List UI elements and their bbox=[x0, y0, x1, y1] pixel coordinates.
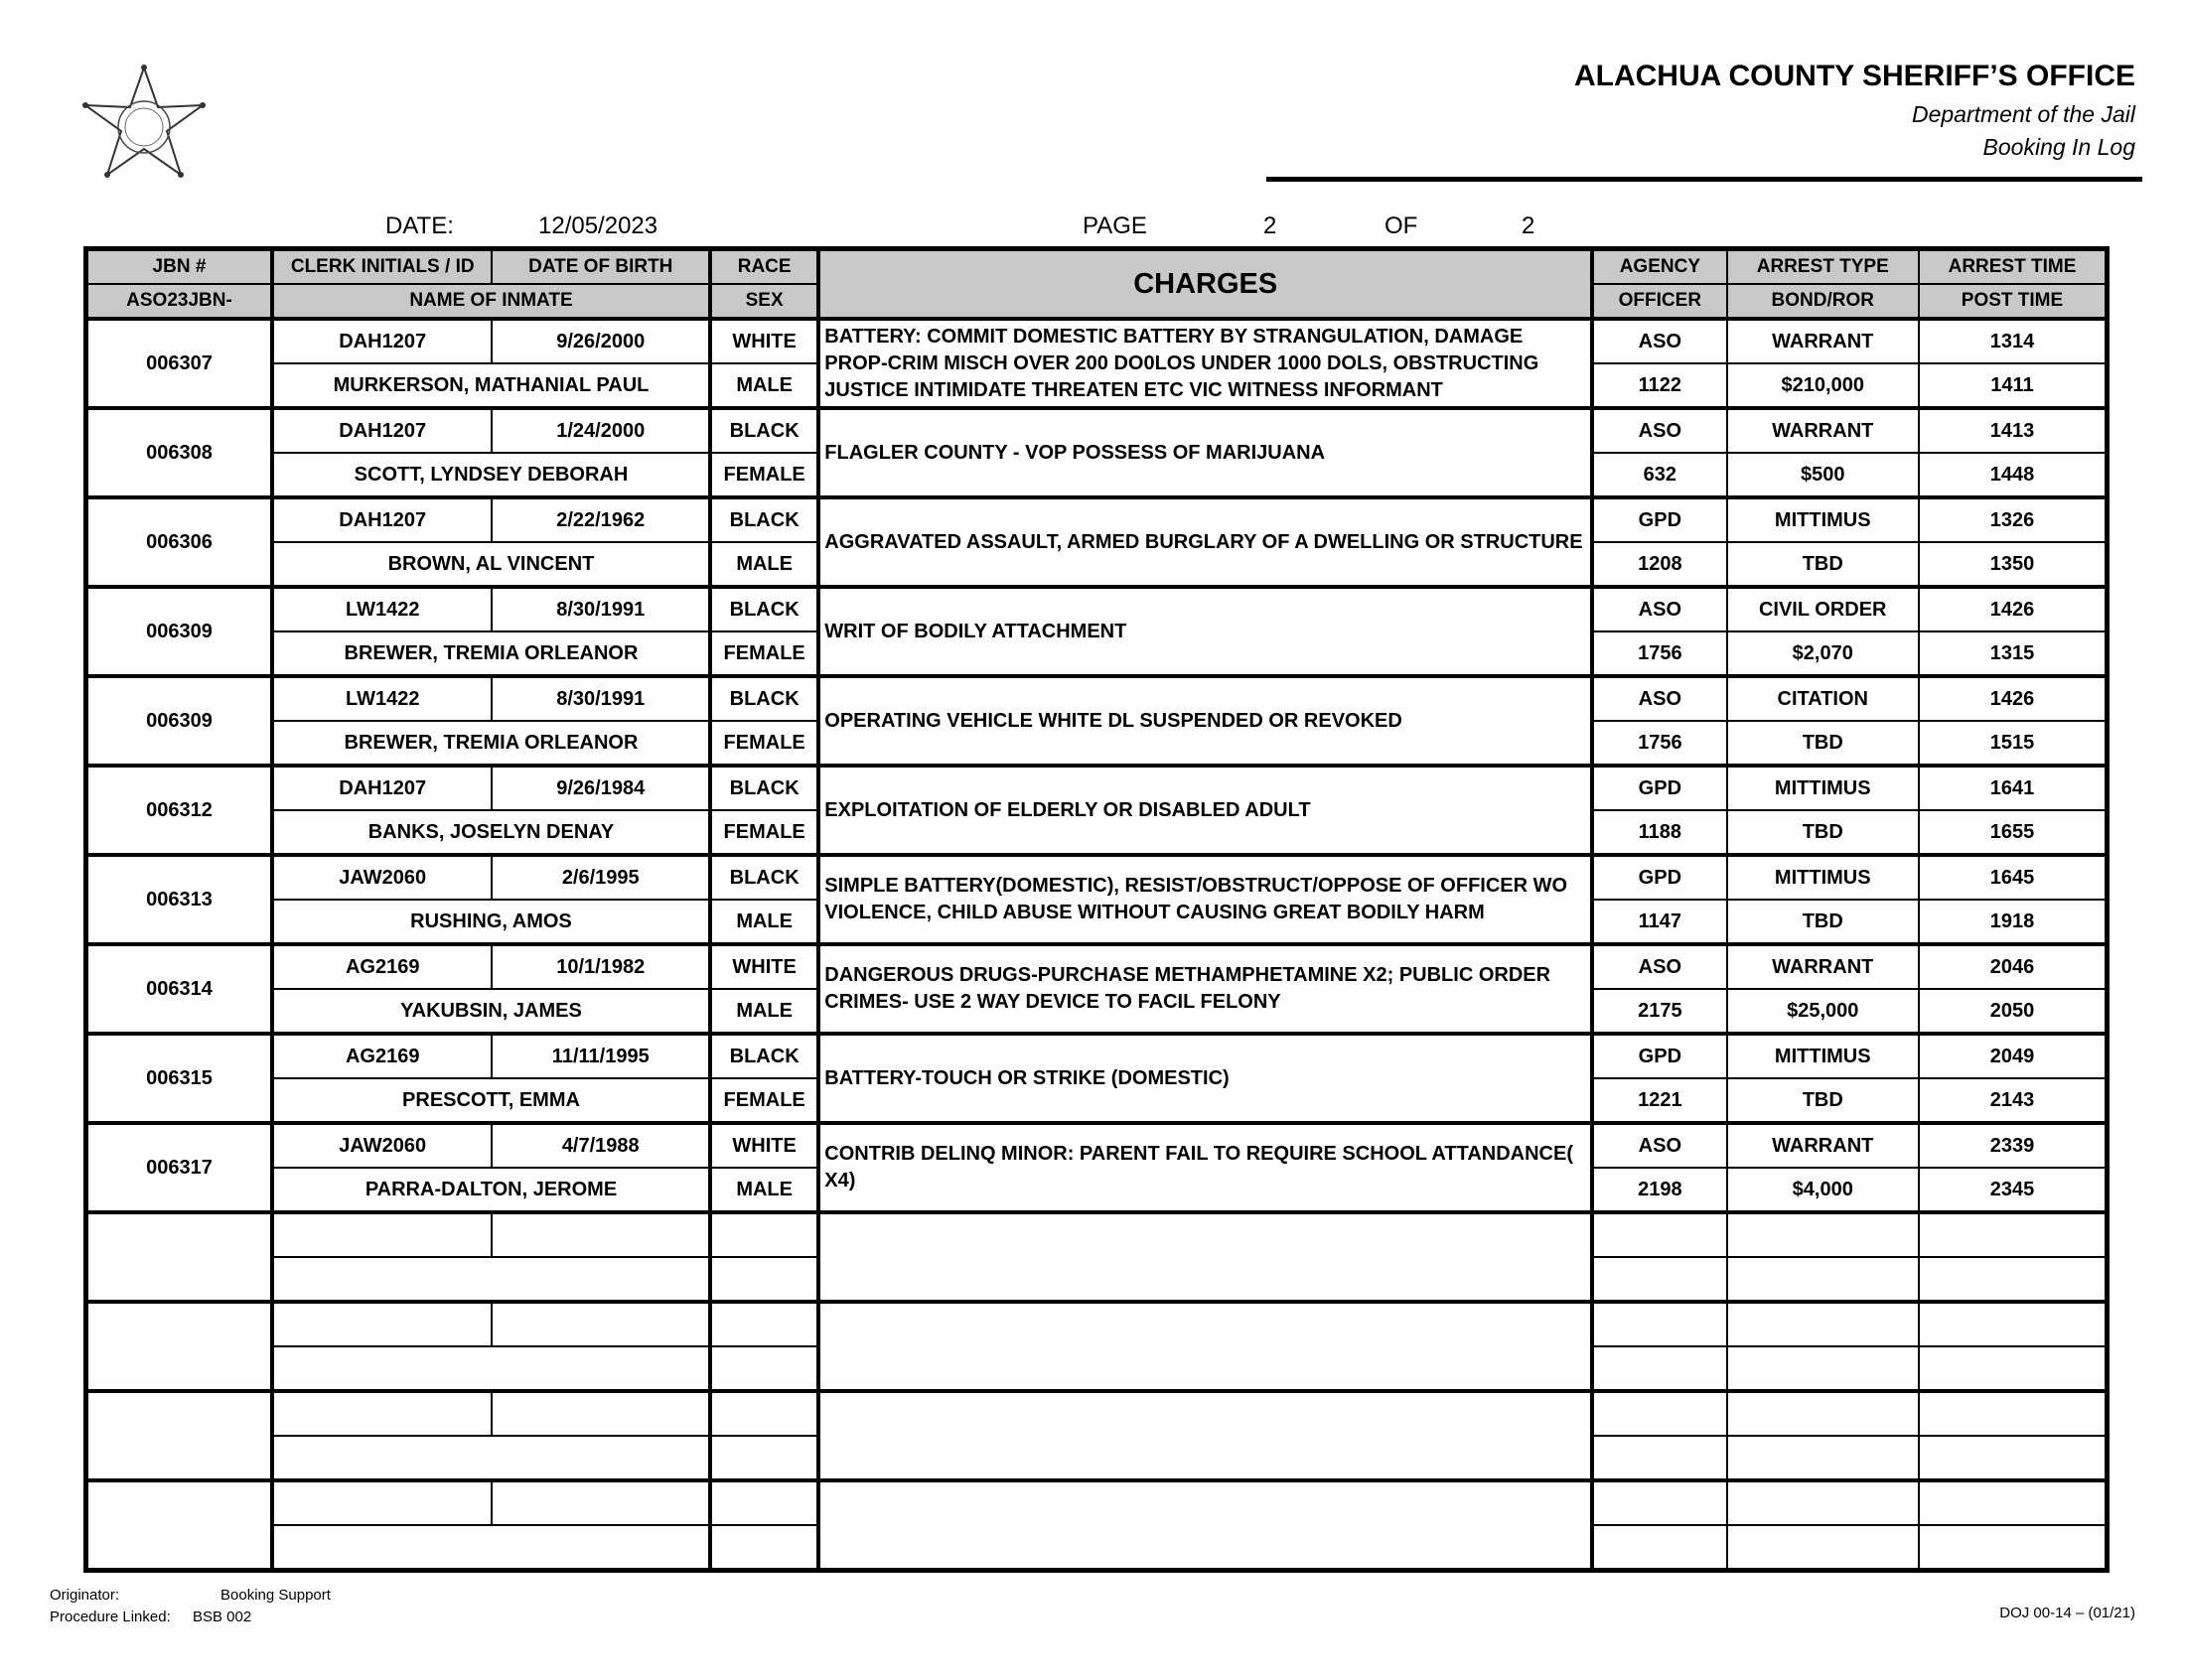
post-time bbox=[1919, 1257, 2108, 1302]
clerk-id: DAH1207 bbox=[272, 497, 493, 542]
procedure-value: BSB 002 bbox=[193, 1609, 252, 1625]
bond bbox=[1727, 1525, 1919, 1571]
arrest-type bbox=[1727, 1302, 1919, 1346]
agency bbox=[1592, 1391, 1726, 1436]
col-agency: AGENCY bbox=[1592, 249, 1726, 285]
date-of-birth: 10/1/1982 bbox=[492, 944, 710, 989]
bond: $25,000 bbox=[1727, 989, 1919, 1034]
race: BLACK bbox=[710, 766, 818, 810]
post-time: 1315 bbox=[1919, 631, 2108, 676]
post-time: 2143 bbox=[1919, 1078, 2108, 1123]
col-bond: BOND/ROR bbox=[1727, 284, 1919, 319]
arrest-type: CITATION bbox=[1727, 676, 1919, 721]
inmate-name bbox=[272, 1257, 710, 1302]
page-total: 2 bbox=[1522, 212, 1535, 239]
bond: TBD bbox=[1727, 721, 1919, 766]
clerk-id bbox=[272, 1302, 493, 1346]
col-clerk: CLERK INITIALS / ID bbox=[272, 249, 493, 285]
sex bbox=[710, 1436, 818, 1480]
col-charges: CHARGES bbox=[818, 249, 1592, 320]
officer: 1208 bbox=[1592, 542, 1726, 587]
sex: MALE bbox=[710, 989, 818, 1034]
agency: ASO bbox=[1592, 1123, 1726, 1168]
date-of-birth: 8/30/1991 bbox=[492, 676, 710, 721]
record-row-top bbox=[86, 766, 2108, 810]
race: WHITE bbox=[710, 944, 818, 989]
inmate-name: BANKS, JOSELYN DENAY bbox=[272, 810, 710, 855]
charges: BATTERY-TOUCH OR STRIKE (DOMESTIC) bbox=[818, 1034, 1592, 1123]
jbn-number bbox=[86, 1302, 272, 1391]
date-of-birth: 11/11/1995 bbox=[492, 1034, 710, 1078]
post-time: 1350 bbox=[1919, 542, 2108, 587]
date-of-birth: 2/6/1995 bbox=[492, 855, 710, 900]
form-code: DOJ 00-14 – (01/21) bbox=[1999, 1605, 2135, 1621]
jbn-number: 006312 bbox=[86, 766, 272, 855]
arrest-time bbox=[1919, 1212, 2108, 1257]
race: BLACK bbox=[710, 587, 818, 631]
agency: ASO bbox=[1592, 587, 1726, 631]
agency: ASO bbox=[1592, 319, 1726, 363]
arrest-time: 1641 bbox=[1919, 766, 2108, 810]
arrest-type: MITTIMUS bbox=[1727, 766, 1919, 810]
race bbox=[710, 1480, 818, 1525]
record-row-top bbox=[86, 587, 2108, 631]
agency: GPD bbox=[1592, 855, 1726, 900]
record-row-top bbox=[86, 944, 2108, 989]
post-time: 1448 bbox=[1919, 453, 2108, 497]
originator-value: Booking Support bbox=[220, 1587, 331, 1604]
charges: EXPLOITATION OF ELDERLY OR DISABLED ADULT bbox=[818, 766, 1592, 855]
post-time: 1515 bbox=[1919, 721, 2108, 766]
jbn-number bbox=[86, 1212, 272, 1302]
clerk-id: DAH1207 bbox=[272, 766, 493, 810]
race: BLACK bbox=[710, 408, 818, 453]
date-value: 12/05/2023 bbox=[538, 212, 658, 239]
clerk-id bbox=[272, 1480, 493, 1525]
org-name: ALACHUA COUNTY SHERIFF’S OFFICE bbox=[1573, 60, 2135, 92]
sex bbox=[710, 1257, 818, 1302]
document-header bbox=[1574, 60, 2135, 161]
jbn-number bbox=[86, 1480, 272, 1571]
booking-log-table bbox=[83, 246, 2110, 1573]
arrest-type: WARRANT bbox=[1727, 319, 1919, 363]
date-of-birth: 9/26/2000 bbox=[492, 319, 710, 363]
inmate-name bbox=[272, 1346, 710, 1391]
jbn-number: 006308 bbox=[86, 408, 272, 497]
bond bbox=[1727, 1346, 1919, 1391]
arrest-type bbox=[1727, 1212, 1919, 1257]
department-name: Department of the Jail bbox=[1911, 101, 2135, 127]
bond: TBD bbox=[1727, 900, 1919, 944]
sex: FEMALE bbox=[710, 721, 818, 766]
record-row-top bbox=[86, 855, 2108, 900]
date-of-birth: 8/30/1991 bbox=[492, 587, 710, 631]
col-officer: OFFICER bbox=[1592, 284, 1726, 319]
post-time: 1918 bbox=[1919, 900, 2108, 944]
date-of-birth: 2/22/1962 bbox=[492, 497, 710, 542]
clerk-id: AG2169 bbox=[272, 944, 493, 989]
officer bbox=[1592, 1525, 1726, 1571]
jbn-number: 006307 bbox=[86, 319, 272, 408]
clerk-id: LW1422 bbox=[272, 676, 493, 721]
agency bbox=[1592, 1480, 1726, 1525]
inmate-name: MURKERSON, MATHANIAL PAUL bbox=[272, 363, 710, 408]
record-row-top bbox=[86, 1123, 2108, 1168]
agency bbox=[1592, 1302, 1726, 1346]
inmate-name bbox=[272, 1436, 710, 1480]
jbn-number bbox=[86, 1391, 272, 1480]
jbn-number: 006309 bbox=[86, 676, 272, 766]
jbn-number: 006309 bbox=[86, 587, 272, 676]
race: WHITE bbox=[710, 319, 818, 363]
post-time: 2345 bbox=[1919, 1168, 2108, 1212]
arrest-time bbox=[1919, 1480, 2108, 1525]
officer: 1188 bbox=[1592, 810, 1726, 855]
sex: FEMALE bbox=[710, 631, 818, 676]
record-row-top bbox=[86, 408, 2108, 453]
inmate-name: SCOTT, LYNDSEY DEBORAH bbox=[272, 453, 710, 497]
race bbox=[710, 1212, 818, 1257]
sex bbox=[710, 1346, 818, 1391]
bond: TBD bbox=[1727, 810, 1919, 855]
sex: MALE bbox=[710, 900, 818, 944]
inmate-name: PRESCOTT, EMMA bbox=[272, 1078, 710, 1123]
officer bbox=[1592, 1257, 1726, 1302]
arrest-type: MITTIMUS bbox=[1727, 497, 1919, 542]
jbn-number: 006313 bbox=[86, 855, 272, 944]
post-time bbox=[1919, 1525, 2108, 1571]
bond: TBD bbox=[1727, 542, 1919, 587]
race: BLACK bbox=[710, 497, 818, 542]
bond: TBD bbox=[1727, 1078, 1919, 1123]
clerk-id: LW1422 bbox=[272, 587, 493, 631]
post-time: 1411 bbox=[1919, 363, 2108, 408]
page-number: 2 bbox=[1263, 212, 1277, 239]
race: BLACK bbox=[710, 676, 818, 721]
arrest-time: 1426 bbox=[1919, 676, 2108, 721]
charges: CONTRIB DELINQ MINOR: PARENT FAIL TO REQUIRE SCHOOL ATTANDANCE( X4) bbox=[818, 1123, 1592, 1212]
bond: $210,000 bbox=[1727, 363, 1919, 408]
col-name: NAME OF INMATE bbox=[272, 284, 710, 319]
date-of-birth: 9/26/1984 bbox=[492, 766, 710, 810]
jbn-number: 006315 bbox=[86, 1034, 272, 1123]
post-time bbox=[1919, 1436, 2108, 1480]
officer: 1147 bbox=[1592, 900, 1726, 944]
agency: GPD bbox=[1592, 497, 1726, 542]
header-rule bbox=[1266, 177, 2142, 182]
inmate-name bbox=[272, 1525, 710, 1571]
log-title: Booking In Log bbox=[1982, 134, 2135, 160]
clerk-id: DAH1207 bbox=[272, 408, 493, 453]
arrest-type: MITTIMUS bbox=[1727, 1034, 1919, 1078]
col-sex: SEX bbox=[710, 284, 818, 319]
race bbox=[710, 1391, 818, 1436]
inmate-name: BREWER, TREMIA ORLEANOR bbox=[272, 631, 710, 676]
col-jbn-prefix: ASO23JBN- bbox=[86, 284, 272, 319]
clerk-id: AG2169 bbox=[272, 1034, 493, 1078]
charges: FLAGLER COUNTY - VOP POSSESS OF MARIJUANA bbox=[818, 408, 1592, 497]
arrest-type: WARRANT bbox=[1727, 408, 1919, 453]
sex: FEMALE bbox=[710, 453, 818, 497]
bond: $500 bbox=[1727, 453, 1919, 497]
date-of-birth bbox=[492, 1391, 710, 1436]
charges: BATTERY: COMMIT DOMESTIC BATTERY BY STRANGULATION, DAMAGE PROP-CRIM MISCH OVER 200 DO0LOS UNDER 1000 DOLS, OBSTRUCTING JUSTICE INTIMIDATE THREATEN ETC VIC WITNESS INFORMANT bbox=[818, 319, 1592, 408]
arrest-type: MITTIMUS bbox=[1727, 855, 1919, 900]
race bbox=[710, 1302, 818, 1346]
arrest-time: 1314 bbox=[1919, 319, 2108, 363]
arrest-time: 1426 bbox=[1919, 587, 2108, 631]
officer bbox=[1592, 1436, 1726, 1480]
procedure-label: Procedure Linked: bbox=[50, 1609, 171, 1625]
agency: ASO bbox=[1592, 944, 1726, 989]
sex bbox=[710, 1525, 818, 1571]
col-race: RACE bbox=[710, 249, 818, 285]
agency: ASO bbox=[1592, 676, 1726, 721]
record-row-top bbox=[86, 1391, 2108, 1436]
agency bbox=[1592, 1212, 1726, 1257]
inmate-name: RUSHING, AMOS bbox=[272, 900, 710, 944]
charges: SIMPLE BATTERY(DOMESTIC), RESIST/OBSTRUCT/OPPOSE OF OFFICER WO VIOLENCE, CHILD ABUSE WITHOUT CAUSING GREAT BODILY HARM bbox=[818, 855, 1592, 944]
agency: ASO bbox=[1592, 408, 1726, 453]
record-row-top bbox=[86, 497, 2108, 542]
date-of-birth bbox=[492, 1480, 710, 1525]
bond: $2,070 bbox=[1727, 631, 1919, 676]
col-arrest-type: ARREST TYPE bbox=[1727, 249, 1919, 285]
bond: $4,000 bbox=[1727, 1168, 1919, 1212]
officer bbox=[1592, 1346, 1726, 1391]
officer: 2198 bbox=[1592, 1168, 1726, 1212]
arrest-time: 1326 bbox=[1919, 497, 2108, 542]
arrest-type: WARRANT bbox=[1727, 1123, 1919, 1168]
charges bbox=[818, 1302, 1592, 1391]
officer: 1756 bbox=[1592, 721, 1726, 766]
post-time: 1655 bbox=[1919, 810, 2108, 855]
originator-label: Originator: bbox=[50, 1587, 120, 1604]
bond bbox=[1727, 1257, 1919, 1302]
arrest-time: 2046 bbox=[1919, 944, 2108, 989]
officer: 2175 bbox=[1592, 989, 1726, 1034]
record-row-top bbox=[86, 1480, 2108, 1525]
record-row-top bbox=[86, 1212, 2108, 1257]
arrest-time: 1645 bbox=[1919, 855, 2108, 900]
jbn-number: 006317 bbox=[86, 1123, 272, 1212]
col-post-time: POST TIME bbox=[1919, 284, 2108, 319]
sex: MALE bbox=[710, 363, 818, 408]
date-of-birth: 1/24/2000 bbox=[492, 408, 710, 453]
sheriff-star-badge-icon bbox=[72, 64, 217, 181]
arrest-time: 2049 bbox=[1919, 1034, 2108, 1078]
of-label: OF bbox=[1384, 212, 1418, 239]
sex: MALE bbox=[710, 1168, 818, 1212]
clerk-id: JAW2060 bbox=[272, 1123, 493, 1168]
charges bbox=[818, 1480, 1592, 1571]
arrest-type: CIVIL ORDER bbox=[1727, 587, 1919, 631]
charges: WRIT OF BODILY ATTACHMENT bbox=[818, 587, 1592, 676]
clerk-id bbox=[272, 1212, 493, 1257]
record-row-top bbox=[86, 676, 2108, 721]
jbn-number: 006314 bbox=[86, 944, 272, 1034]
arrest-time bbox=[1919, 1391, 2108, 1436]
arrest-time: 2339 bbox=[1919, 1123, 2108, 1168]
col-arrest-time: ARREST TIME bbox=[1919, 249, 2108, 285]
agency: GPD bbox=[1592, 766, 1726, 810]
bond bbox=[1727, 1436, 1919, 1480]
date-label: DATE: bbox=[385, 212, 454, 239]
page-label: PAGE bbox=[1083, 212, 1147, 239]
inmate-name: BREWER, TREMIA ORLEANOR bbox=[272, 721, 710, 766]
date-of-birth bbox=[492, 1212, 710, 1257]
sex: FEMALE bbox=[710, 1078, 818, 1123]
charges bbox=[818, 1391, 1592, 1480]
race: BLACK bbox=[710, 855, 818, 900]
inmate-name: BROWN, AL VINCENT bbox=[272, 542, 710, 587]
date-of-birth: 4/7/1988 bbox=[492, 1123, 710, 1168]
arrest-time bbox=[1919, 1302, 2108, 1346]
record-row-top bbox=[86, 1302, 2108, 1346]
jbn-number: 006306 bbox=[86, 497, 272, 587]
arrest-type bbox=[1727, 1480, 1919, 1525]
col-dob: DATE OF BIRTH bbox=[492, 249, 710, 285]
inmate-name: YAKUBSIN, JAMES bbox=[272, 989, 710, 1034]
agency: GPD bbox=[1592, 1034, 1726, 1078]
arrest-time: 1413 bbox=[1919, 408, 2108, 453]
sex: FEMALE bbox=[710, 810, 818, 855]
inmate-name: PARRA-DALTON, JEROME bbox=[272, 1168, 710, 1212]
clerk-id bbox=[272, 1391, 493, 1436]
officer: 1122 bbox=[1592, 363, 1726, 408]
post-time bbox=[1919, 1346, 2108, 1391]
charges bbox=[818, 1212, 1592, 1302]
officer: 632 bbox=[1592, 453, 1726, 497]
date-of-birth bbox=[492, 1302, 710, 1346]
header-row-1 bbox=[86, 249, 2108, 285]
col-jbn: JBN # bbox=[86, 249, 272, 285]
race: BLACK bbox=[710, 1034, 818, 1078]
race: WHITE bbox=[710, 1123, 818, 1168]
clerk-id: DAH1207 bbox=[272, 319, 493, 363]
officer: 1756 bbox=[1592, 631, 1726, 676]
charges: DANGEROUS DRUGS-PURCHASE METHAMPHETAMINE X2; PUBLIC ORDER CRIMES- USE 2 WAY DEVICE TO FACIL FELONY bbox=[818, 944, 1592, 1034]
sex: MALE bbox=[710, 542, 818, 587]
post-time: 2050 bbox=[1919, 989, 2108, 1034]
clerk-id: JAW2060 bbox=[272, 855, 493, 900]
record-row-top bbox=[86, 319, 2108, 363]
arrest-type: WARRANT bbox=[1727, 944, 1919, 989]
charges: AGGRAVATED ASSAULT, ARMED BURGLARY OF A DWELLING OR STRUCTURE bbox=[818, 497, 1592, 587]
charges: OPERATING VEHICLE WHITE DL SUSPENDED OR REVOKED bbox=[818, 676, 1592, 766]
record-row-top bbox=[86, 1034, 2108, 1078]
arrest-type bbox=[1727, 1391, 1919, 1436]
officer: 1221 bbox=[1592, 1078, 1726, 1123]
